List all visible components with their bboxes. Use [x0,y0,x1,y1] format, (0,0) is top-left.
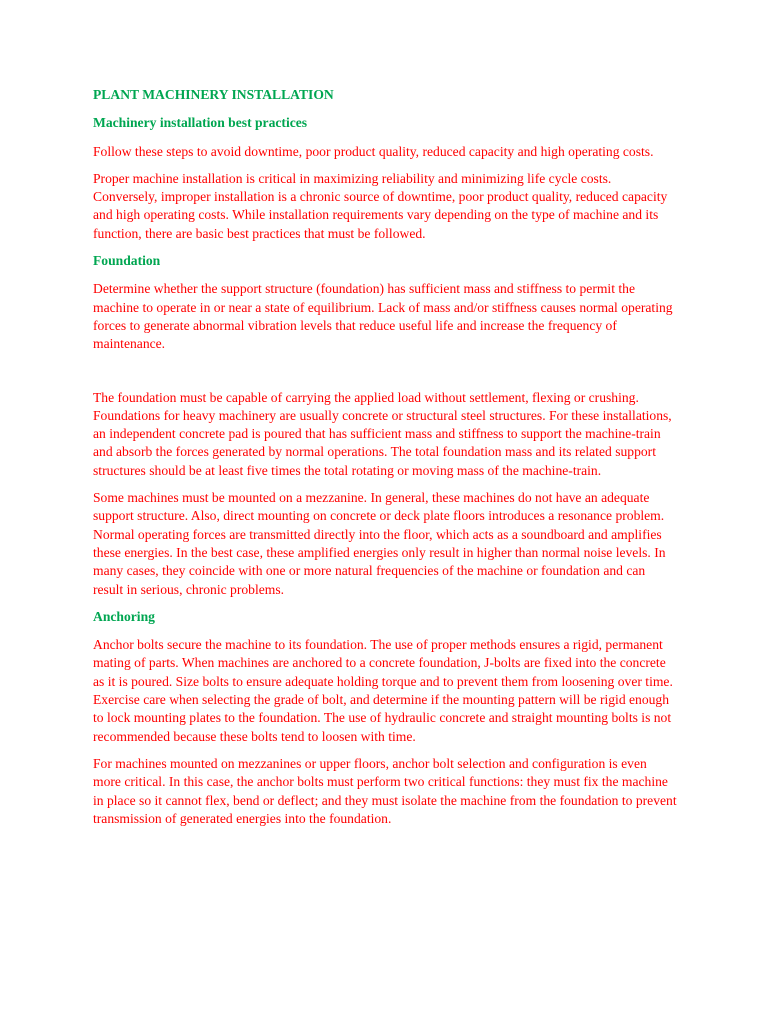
section-heading-foundation: Foundation [93,253,161,269]
document-title: PLANT MACHINERY INSTALLATION [93,87,334,102]
foundation-paragraph-1: Determine whether the support structure (foundation) has sufficient mass and stiffness to permit the machine to operate in or near a state of equilibrium. Lack of mass and/or stiffness causes normal operating forces to generate abnormal vibration levels that reduce useful life and increase the frequency of maintenance. [93,281,673,352]
anchoring-paragraph-1: Anchor bolts secure the machine to its foundation. The use of proper methods ensures a rigid, permanent mating of parts. When machines are anchored to a concrete foundation, J-bolts are fixed into the concrete as it is poured. Size bolts to ensure adequate holding torque and to prevent them from loosening over time. Exercise care when selecting the grade of bolt, and determine if the mounting pattern will be rigid enough to lock mounting plates to the foundation. The use of hydraulic concrete and straight mounting bolts is not recommended because these bolts tend to loosen with time. [93,637,673,744]
section-heading-anchoring: Anchoring [93,608,155,624]
foundation-paragraph-3: Some machines must be mounted on a mezzanine. In general, these machines do not have an adequate support structure. Also, direct mounting on concrete or deck plate floors introduces a resonance problem. Normal operating forces are transmitted directly into the floor, which acts as a soundboard and amplifies these energies. In the best case, these amplified energies only result in higher than normal noise levels. In many cases, they coincide with one or more natural frequencies of the machine or foundation and can result in serious, chronic problems. [93,490,666,597]
foundation-paragraph-2: The foundation must be capable of carrying the applied load without settlement, flexing or crushing. Foundations for heavy machinery are usually concrete or structural steel structures. For these installations, an independent concrete pad is poured that has sufficient mass and stiffness to support the machine-train and absorb the forces generated by normal operations. The total foundation mass and its related support structures should be at least five times the total rotating or moving mass of the machine-train. [93,389,672,478]
blank-spacer [93,363,678,389]
anchoring-paragraph-2: For machines mounted on mezzanines or upper floors, anchor bolt selection and configuration is even more critical. In this case, the anchor bolts must perform two critical functions: they must fix the machine in place so it cannot flex, bend or deflect; and they must isolate the machine from the foundation to prevent transmission of generated energies into the foundation. [93,755,677,826]
section-heading-best-practices: Machinery installation best practices [93,115,308,131]
overview-paragraph: Proper machine installation is critical in maximizing reliability and minimizing life cycle costs. Conversely, improper installation is a chronic source of downtime, poor product quality, reduced capacity and high operating costs. While installation requirements vary depending on the type of machine and its function, there are basic best practices that must be followed. [93,170,668,241]
intro-paragraph: Follow these steps to avoid downtime, poor product quality, reduced capacity and high operating costs. [93,143,654,159]
document-page [93,86,678,837]
